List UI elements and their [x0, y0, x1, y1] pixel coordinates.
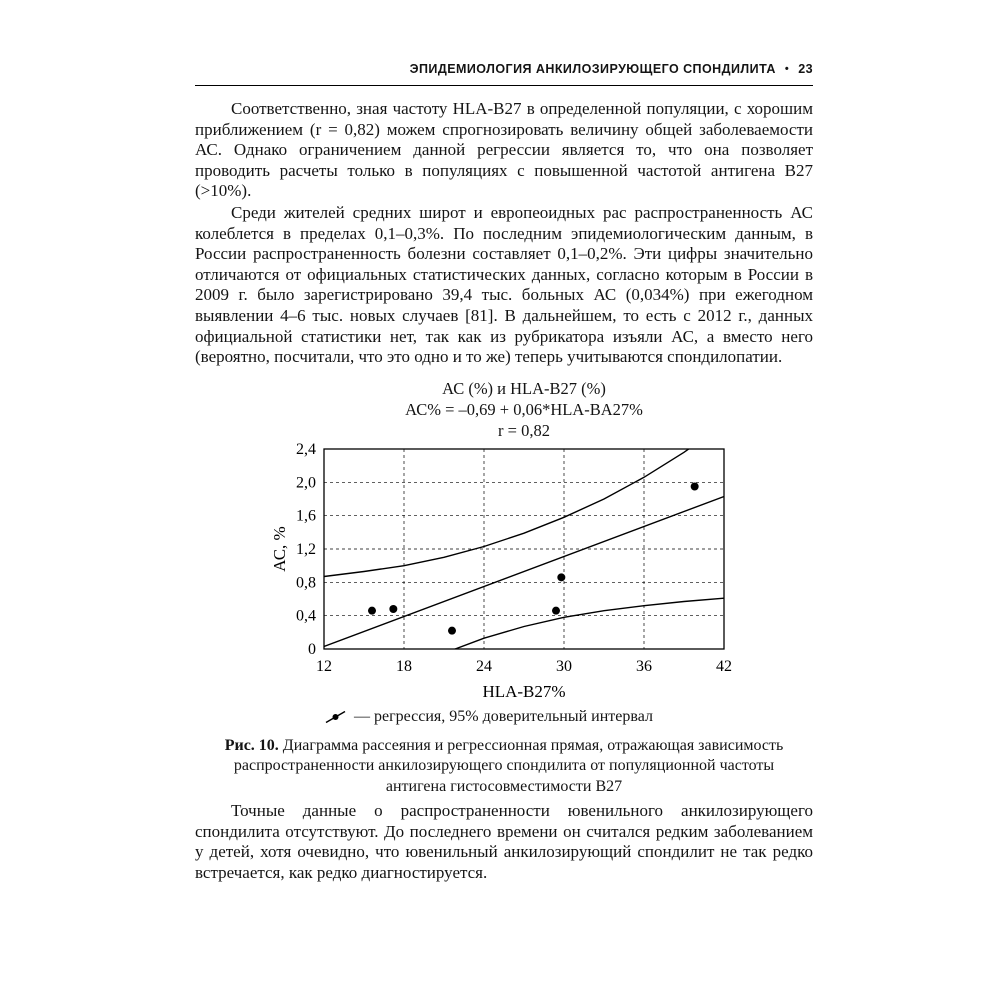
running-head-title: ЭПИДЕМИОЛОГИЯ АНКИЛОЗИРУЮЩЕГО СПОНДИЛИТА — [409, 62, 776, 76]
y-axis-label: АС, % — [270, 526, 289, 572]
paragraph-3: Точные данные о распространенности ювенильного анкилозирующего спондилита отсутствуют. До последнего времени он считался редким заболеванием у детей, хотя очевидно, что ювенильный анкилозирующий спондилит не так редко встречается, как редко диагностируется. — [195, 801, 813, 882]
x-tick-label: 30 — [556, 657, 572, 675]
x-tick-label: 42 — [716, 657, 732, 675]
y-tick-label: 2,0 — [296, 474, 316, 492]
scatter-chart — [269, 441, 739, 703]
chart-r-value: r = 0,82 — [498, 420, 550, 440]
figure-10 — [195, 378, 813, 798]
regression-line-icon — [323, 708, 349, 726]
page-number: 23 — [798, 62, 813, 76]
paragraph-2: Среди жителей средних широт и европеоидных рас распространенность АС колеблется в пределах 0,1–0,3%. По последним эпидемиологическим данным, в России распространенность болезни составляет 0,1–0,2%. Эти цифры значительно отличаются от официальных статистических данных, согласно которым в России в 2009 г. было зарегистрировано 39,4 тыс. больных АС (0,034%) при ежегодном выявлении 4–6 тыс. новых случаев [81]. В дальнейшем, то есть с 2012 г., данных официальной статистики нет, так как из рубрикатора изъяли АС, а вместо него (вероятно, посчитали, что это одно и то же) теперь учитываются спондилопатии. — [195, 202, 813, 367]
running-head — [195, 62, 813, 86]
scatter-point — [368, 606, 376, 614]
legend-label: — регрессия, 95% доверительный интервал — [354, 707, 653, 725]
bullet-separator: • — [784, 63, 790, 75]
scatter-point — [448, 626, 456, 634]
page-content — [195, 62, 813, 885]
x-axis-label: HLA-B27% — [482, 681, 566, 701]
regression-line — [324, 496, 724, 646]
chart-series — [324, 441, 724, 703]
x-tick-label: 36 — [636, 657, 652, 675]
paragraph-1: Соответственно, зная частоту HLA-B27 в определенной популяции, с хорошим приближением (r = 0,82) можем спрогнозировать величину общей заболеваемости АС. Однако ограничением данной регрессии является то, что она позволяет проводить расчеты только в популяциях с повышенной частотой антигена В27 (>10%). — [195, 99, 813, 201]
figure-caption — [204, 736, 804, 798]
chart-grid — [324, 449, 724, 649]
y-tick-label: 1,6 — [296, 507, 316, 525]
chart-legend — [323, 708, 653, 726]
y-tick-label: 0,8 — [296, 574, 316, 592]
figure-caption-label: Рис. 10. — [224, 736, 279, 754]
scatter-point — [552, 606, 560, 614]
y-tick-label: 1,2 — [296, 540, 316, 558]
x-tick-label: 24 — [476, 657, 492, 675]
x-tick-label: 12 — [316, 657, 332, 675]
scatter-point — [557, 573, 565, 581]
figure-caption-text: Диаграмма рассеяния и регрессионная прямая, отражающая зависимость распространенности анкилозирующего спондилита от популяционной частоты антигена гистосовместимости В27 — [233, 736, 784, 795]
scatter-point — [389, 605, 397, 613]
y-tick-label: 0 — [308, 640, 316, 658]
scatter-point — [691, 482, 699, 490]
chart-title: АС (%) и HLA-B27 (%) — [442, 378, 606, 398]
x-tick-label: 18 — [396, 657, 412, 675]
ci-upper-curve — [324, 441, 724, 577]
chart-equation: АС% = –0,69 + 0,06*HLA-BA27% — [405, 399, 643, 419]
chart-titles — [269, 378, 739, 441]
y-tick-label: 2,4 — [296, 440, 316, 458]
y-tick-label: 0,4 — [296, 607, 316, 625]
